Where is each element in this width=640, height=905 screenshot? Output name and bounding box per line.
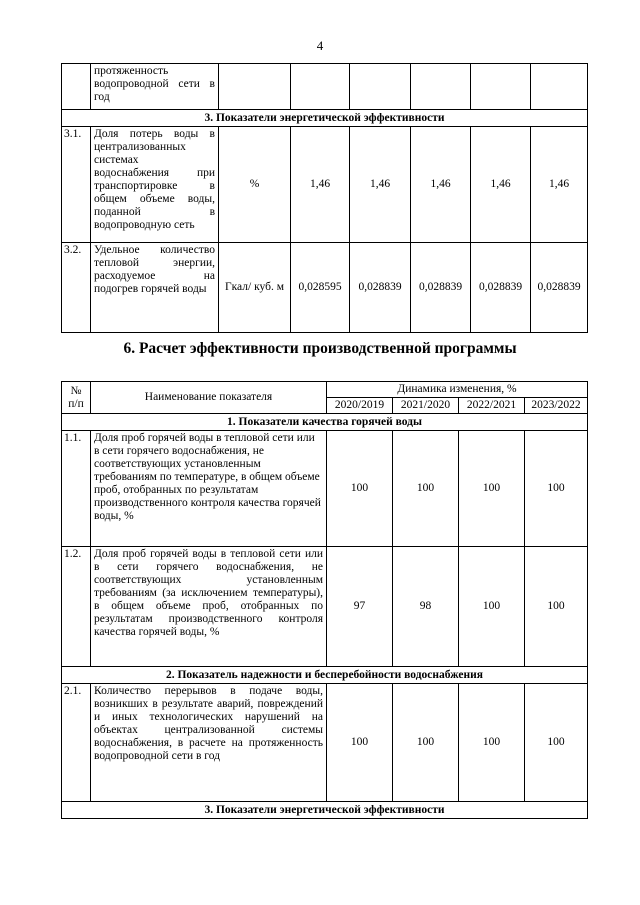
row-name: Количество перерывов в подаче воды, возникших в результате аварий, повреждений и иных технологических нарушений на объектах централизованной системы водоснабжения, в расчете на протяженность водопроводной сети в год [91,684,327,802]
row-number: 1.2. [62,547,91,667]
col-name-header: Наименование показателя [91,382,327,414]
row-value: 1,46 [350,127,411,243]
indicators-table-continued [61,63,588,333]
row-value: 100 [327,684,393,802]
row-number: 2.1. [62,684,91,802]
row-value: 98 [393,547,459,667]
row-value: 1,46 [531,127,588,243]
row-value: 100 [525,684,588,802]
section-header: 1. Показатели качества горячей воды [62,414,588,431]
row-value: 1,46 [291,127,350,243]
row-value: 0,028839 [411,243,471,333]
table-row [62,684,588,802]
row-value: 1,46 [471,127,531,243]
table-row [62,547,588,667]
section-header: 2. Показатель надежности и бесперебойности водоснабжения [62,667,588,684]
row-value: 0,028839 [531,243,588,333]
section-heading: 6. Расчет эффективности производственной программы [123,340,517,357]
row-value: 100 [525,547,588,667]
row-number: 1.1. [62,431,91,547]
row-value: 100 [393,684,459,802]
row-name: Доля потерь воды в централизованных системах водоснабжения при транспортировке в общем объеме воды, поданной в водопроводную сеть [91,127,219,243]
col-dynamics-header: Динамика изменения, % [327,382,588,398]
row-number: 3.1. [62,127,91,243]
row-value: 0,028839 [350,243,411,333]
efficiency-table [61,381,588,819]
row-name: Доля проб горячей воды в тепловой сети или в сети горячего водоснабжения, не соответствующих установленным требованиям по температуре, в общем объеме проб, отобранных по результатам производственного контроля качества горячей воды, % [91,431,327,547]
section-header: 3. Показатели энергетической эффективности [62,802,588,819]
row-value: 97 [327,547,393,667]
row-value: 100 [459,684,525,802]
row-name: протяженность водопроводной сети в год [91,64,219,110]
row-number: 3.2. [62,243,91,333]
table-row [62,431,588,547]
table-row [62,64,588,110]
table-row [62,127,588,243]
period-header: 2020/2019 [327,398,393,414]
table-row [62,243,588,333]
period-header: 2021/2020 [393,398,459,414]
row-value: 0,028595 [291,243,350,333]
row-unit: Гкал/ куб. м [219,243,291,333]
col-num-header: № п/п [62,382,91,414]
period-header: 2023/2022 [525,398,588,414]
section-header: 3. Показатели энергетической эффективности [62,110,588,127]
row-value: 100 [459,547,525,667]
row-value: 100 [393,431,459,547]
row-value: 100 [327,431,393,547]
row-unit: % [219,127,291,243]
row-name: Удельное количество тепловой энергии, расходуемое на подогрев горячей воды [91,243,219,333]
row-value: 0,028839 [471,243,531,333]
row-name: Доля проб горячей воды в тепловой сети или в сети горячего водоснабжения, не соответствующих установленным требованиям (за исключением температуры), в общем объеме проб, отобранных по результатам производственного контроля качества горячей воды, % [91,547,327,667]
row-value: 100 [525,431,588,547]
page-number: 4 [316,38,324,53]
row-value: 100 [459,431,525,547]
period-header: 2022/2021 [459,398,525,414]
row-value: 1,46 [411,127,471,243]
